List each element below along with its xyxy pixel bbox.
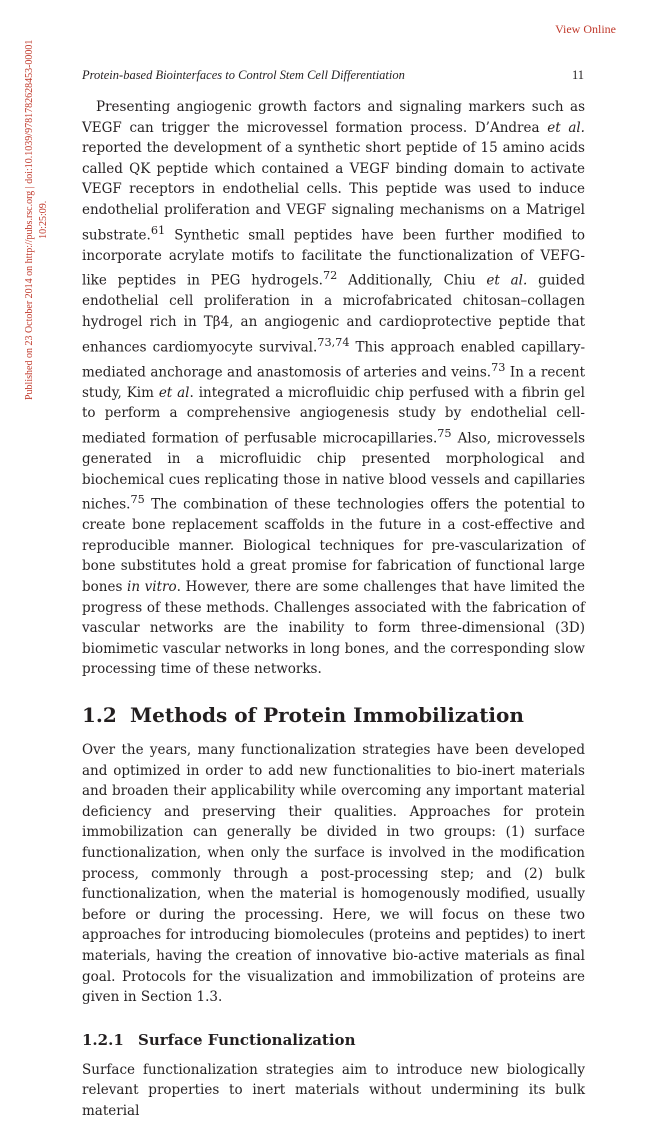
text-run: The combination of these technologies offers the potential to create bone replacement scaffolds in the future in a cost-effective and reproducible manner. Biological techniques for pre-vascularization of bone substitutes hold a great promise for fabrication of functional large bones <box>82 496 585 596</box>
running-title: Protein-based Biointerfaces to Control Stem Cell Differentiation <box>82 68 405 82</box>
citation: 73 <box>491 360 506 374</box>
text-run: Presenting angiogenic growth factors and signaling markers such as VEGF can trigger the microvessel formation process. D’Andrea <box>82 99 585 136</box>
citation: 73,74 <box>317 335 350 349</box>
citation: 75 <box>437 426 452 440</box>
paragraph-surface: Surface functionalization strategies aim to introduce new biologically relevant properties to inert materials without undermining its bulk material <box>82 1061 585 1119</box>
text-run: . integrated a microfluidic chip perfused with a fibrin gel to perform a comprehensive angiogenesis study by endothelial cell-mediated formation of perfusable microcapillaries. <box>82 384 585 447</box>
page-number: 11 <box>571 68 584 82</box>
citation: 72 <box>322 269 338 283</box>
subsection-heading <box>82 1030 585 1050</box>
publication-sidebar <box>23 40 51 400</box>
italic-run: in vitro <box>127 579 177 596</box>
paragraph-angiogenesis <box>82 97 585 680</box>
running-header <box>82 68 584 83</box>
text-run: Also, microvessels generated in a microfluidic chip presented morphological and biochemical cues replicating those in native blood vessels and capillaries niches. <box>82 430 585 513</box>
italic-run: et al. <box>486 272 528 289</box>
text-run: . However, there are some challenges that have limited the progress of these methods. Challenges associated with the fabrication of vascular networks are the inability to form three-dimensional (3D) biomimetic vascular networks in long bones, and the corresponding slow processing time of these networks. <box>82 579 585 678</box>
publication-time: 10:25:09. <box>38 200 49 239</box>
italic-run: et al <box>158 384 190 401</box>
citation: 75 <box>130 493 145 507</box>
page-body <box>82 97 585 1122</box>
text-run: Additionally, Chiu <box>337 272 487 289</box>
text-run: reported the development of a synthetic short peptide of 15 amino acids called QK peptide which contained a VEGF binding domain to activate VEGF receptors in endothelial cells. This peptide was used to induce endothelial proliferation and VEGF signaling mechanisms on a Matrigel substrate. <box>82 140 585 244</box>
italic-run: et al. <box>547 119 585 136</box>
subsection-number: 1.2.1 <box>82 1030 124 1049</box>
text-run: In a recent study, Kim <box>82 364 586 401</box>
section-title: Methods of Protein Immobilization <box>130 703 524 728</box>
subsection-title: Surface Functionalization <box>138 1030 356 1049</box>
section-number: 1.2 <box>82 703 117 728</box>
text-run: guided endothelial cell proliferation in a microfabricated chitosan–collagen hydrogel rich in Tβ4, an angiogenic and cardioprotective peptide that enhances cardiomyocyte survival. <box>82 272 585 356</box>
paragraph-methods: Over the years, many functionalization strategies have been developed and optimized in order to add new functionalities to bio-inert materials and broaden their applicability while overcoming any important material deficiency and preserving their qualities. Approaches for protein immobilization can generally be divided in two groups: (1) surface functionalization, when only the surface is involved in the modification process, commonly through a post-processing step; and (2) bulk functionalization, when the material is homogenously modified, usually before or during the processing. Here, we will focus on these two approaches for introducing biomolecules (proteins and peptides) to inert materials, having the creation of innovative bio-active materials as final goal. Protocols for the visualization and immobilization of proteins are given in Section 1.3. <box>82 742 585 1006</box>
text-run: Synthetic small peptides have been further modified to incorporate acrylate motifs to facilitate the functionalization of VEFG-like peptides in PEG hydrogels. <box>82 227 585 289</box>
view-online-link[interactable]: View Online <box>555 22 616 36</box>
citation: 61 <box>150 223 166 237</box>
section-heading <box>82 702 585 728</box>
publication-info: Published on 23 October 2014 on http://pubs.rsc.org | doi:10.1039/9781782628453-00001 <box>24 39 35 400</box>
text-run: This approach enabled capillary-mediated anchorage and anastomosis of arteries and veins. <box>82 339 586 381</box>
